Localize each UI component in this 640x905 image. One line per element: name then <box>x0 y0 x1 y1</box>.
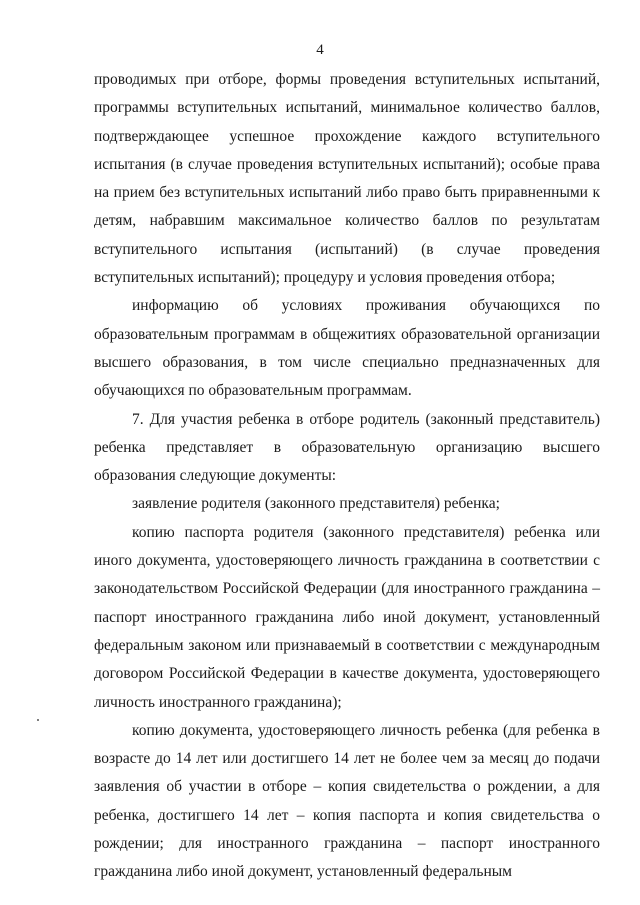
paragraph-parent-passport: копию паспорта родителя (законного представителя) ребенка или иного документа, удостоверяющего личность гражданина в соответствии с законодательством Российской Федерации (для иностранного гражданина – паспорт иностранного гражданина либо иной документ, установленный федеральным законом или признаваемый в соответствии с международным договором Российской Федерации в качестве документа, удостоверяющего личность иностранного гражданина); <box>94 523 600 711</box>
page-number: 4 <box>316 42 324 58</box>
paragraph-child-document: копию документа, удостоверяющего личность ребенка (для ребенка в возрасте до 14 лет или достигшего 14 лет не более чем за месяц до подачи заявления об участии в отборе – копия свидетельства о рождении, а для ребенка, достигшего 14 лет – копия паспорта и копия свидетельства о рождении; для иностранного гражданина – паспорт иностранного гражданина либо иной документ, установленный федеральным <box>94 721 600 881</box>
paragraph-parent-application: заявление родителя (законного представителя) ребенка; <box>132 495 500 513</box>
paragraph-admission-procedure: проводимых при отборе, формы проведения вступительных испытаний, программы вступительных испытаний, минимальное количество баллов, подтверждающее успешное прохождение каждого вступительного испытания (в случае проведения вступительных испытаний); особые права на прием без вступительных испытаний либо право быть приравненными к детям, набравшим максимальное количество баллов по результатам вступительного испытания (испытаний) (в случае проведения вступительных испытаний); процедуру и условия проведения отбора; <box>94 71 600 287</box>
paragraph-item-7: 7. Для участия ребенка в отборе родитель (законный представитель) ребенка представляет в образовательную организацию высшего образования следующие документы: <box>94 410 600 485</box>
paragraph-dormitory-info: информацию об условиях проживания обучающихся по образовательным программам в общежитиях образовательной организации высшего образования, в том числе специально предназначенных для обучающихся по образовательным программам. <box>94 297 600 400</box>
scan-speck <box>37 719 39 721</box>
document-body <box>94 66 600 887</box>
